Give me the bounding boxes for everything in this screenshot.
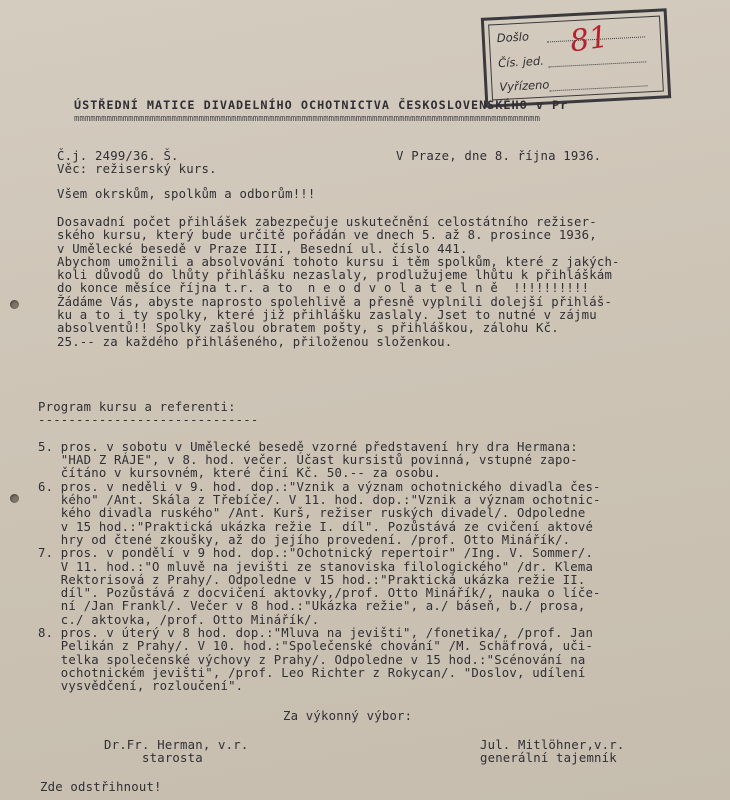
letter-date: V Praze, dne 8. října 1936. — [396, 149, 602, 163]
stamp-received-label: Došlo — [496, 29, 530, 46]
cut-here-note: Zde odstřihnout! — [40, 780, 162, 794]
signature-secretary: Jul. Mitlöhner,v.r. generální tajemník — [480, 738, 625, 766]
letterhead-underline: mmmmmmmmmmmmmmmmmmmmmmmmmmmmmmmmmmmmmmmmmmmmmmmmmmmmmmmmmmmmmmmmmmmmmmmmmmmmmmmmmmmmmm — [74, 114, 540, 124]
stamp-settled-label: Vyřízeno — [499, 77, 550, 95]
punch-hole — [10, 300, 19, 309]
signature-heading: Za výkonný výbor: — [283, 709, 413, 723]
letterhead: ÚSTŘEDNÍ MATICE DIVADELNÍHO OCHOTNICTVA ČESKOSLOVENSKÉHO v Pr — [74, 98, 569, 112]
letter-body: Dosavadní počet přihlášek zabezpečuje uskutečnění celostátního režiser- ského kursu, který bude určitě pořádán ve dnech 5. až 8. prosince 1936, v Umělecké besedě v Praze III., Besední ul. číslo 441. Abychom umožnili a absolvování tohoto kursu i těm spolkům, které z jakých- koli důvodů do lhůty přihlášku nezaslaly, prodlužujeme lhůtu k přihláškám do konce měsíce října t.r. a to n e o d v o l a t e l n ě !!!!!!!!!! Žádáme Vás, abyste naprosto spolehlivě a přesně vyplnili dolejší přihláš- ku a to i ty spolky, které již přihlášku zaslaly. Jset to nutné v zájmu absolventů!! Spolky zašlou obratem pošty, s přihláškou, zálohu Kč. 25.-- za každého přihlášeného, přiloženou složenkou. — [57, 215, 620, 349]
letter-subject: Věc: režiserský kurs. — [57, 162, 217, 176]
handwritten-number: 81 — [567, 19, 611, 60]
signature-chairman: Dr.Fr. Herman, v.r. starosta — [104, 738, 249, 766]
stamp-number-label: Čís. jed. — [497, 53, 545, 71]
reference-number: Č.j. 2499/36. Š. — [57, 149, 179, 163]
punch-hole — [10, 494, 19, 503]
salutation: Všem okrskům, spolkům a odborům!!! — [57, 187, 316, 201]
course-program: Program kursu a referenti: ----------------------------- 5. pros. v sobotu v Umělecké besedě vzorné představení hry dra Hermana: "HAD Z RÁJE", v 8. hod. večer. Účast kursistů povinná, vstupné zapo- čítáno v kursovném, které činí Kč. 50.-- za osobu. 6. pros. v neděli v 9. hod. dop.:"Vznik a význam ochotnického divadla čes- kého" /Ant. Skála z Třebíče/. V 11. hod. dop.:"Vznik a význam ochotnic- kého divadla ruského" /Ant. Kurš, režiser ruských divadel/. Odpoledne v 15 hod.:"Praktická ukázka režie I. díl". Pozůstává ze cvičení aktové hry od čtené zkoušky, až do jejího provedení. /prof. Otto Minářík/. 7. pros. v pondělí v 9 hod. dop.:"Ochotnický repertoir" /Ing. V. Sommer/. V 11. hod.:"O mluvě na jevišti ze stanoviska filologického" /dr. Klema Rektorisová z Prahy/. Odpoledne v 15 hod.:"Praktická ukázka režie II. díl". Pozůstává z docvičení aktovky,/prof. Otto Minářík/, nauka o líče- ní /Jan Frankl/. Večer v 8 hod.:"Ukázka režie", a./ báseň, b./ prosa, c./ aktovka, /prof. Otto Minářík/. 8. pros. v úterý v 8 hod. dop.:"Mluva na jevišti", /fonetika/, /prof. Jan Pelikán z Prahy/. V 10. hod.:"Společenské chování" /M. Schäfrová, uči- telka společenské výchovy z Prahy/. Odpoledne v 15 hod.:"Scénování na ochotnickém jevišti", /prof. Leo Richter z Rokycan/. "Doslov, udílení vysvědčení, rozloučení". — [38, 400, 601, 694]
